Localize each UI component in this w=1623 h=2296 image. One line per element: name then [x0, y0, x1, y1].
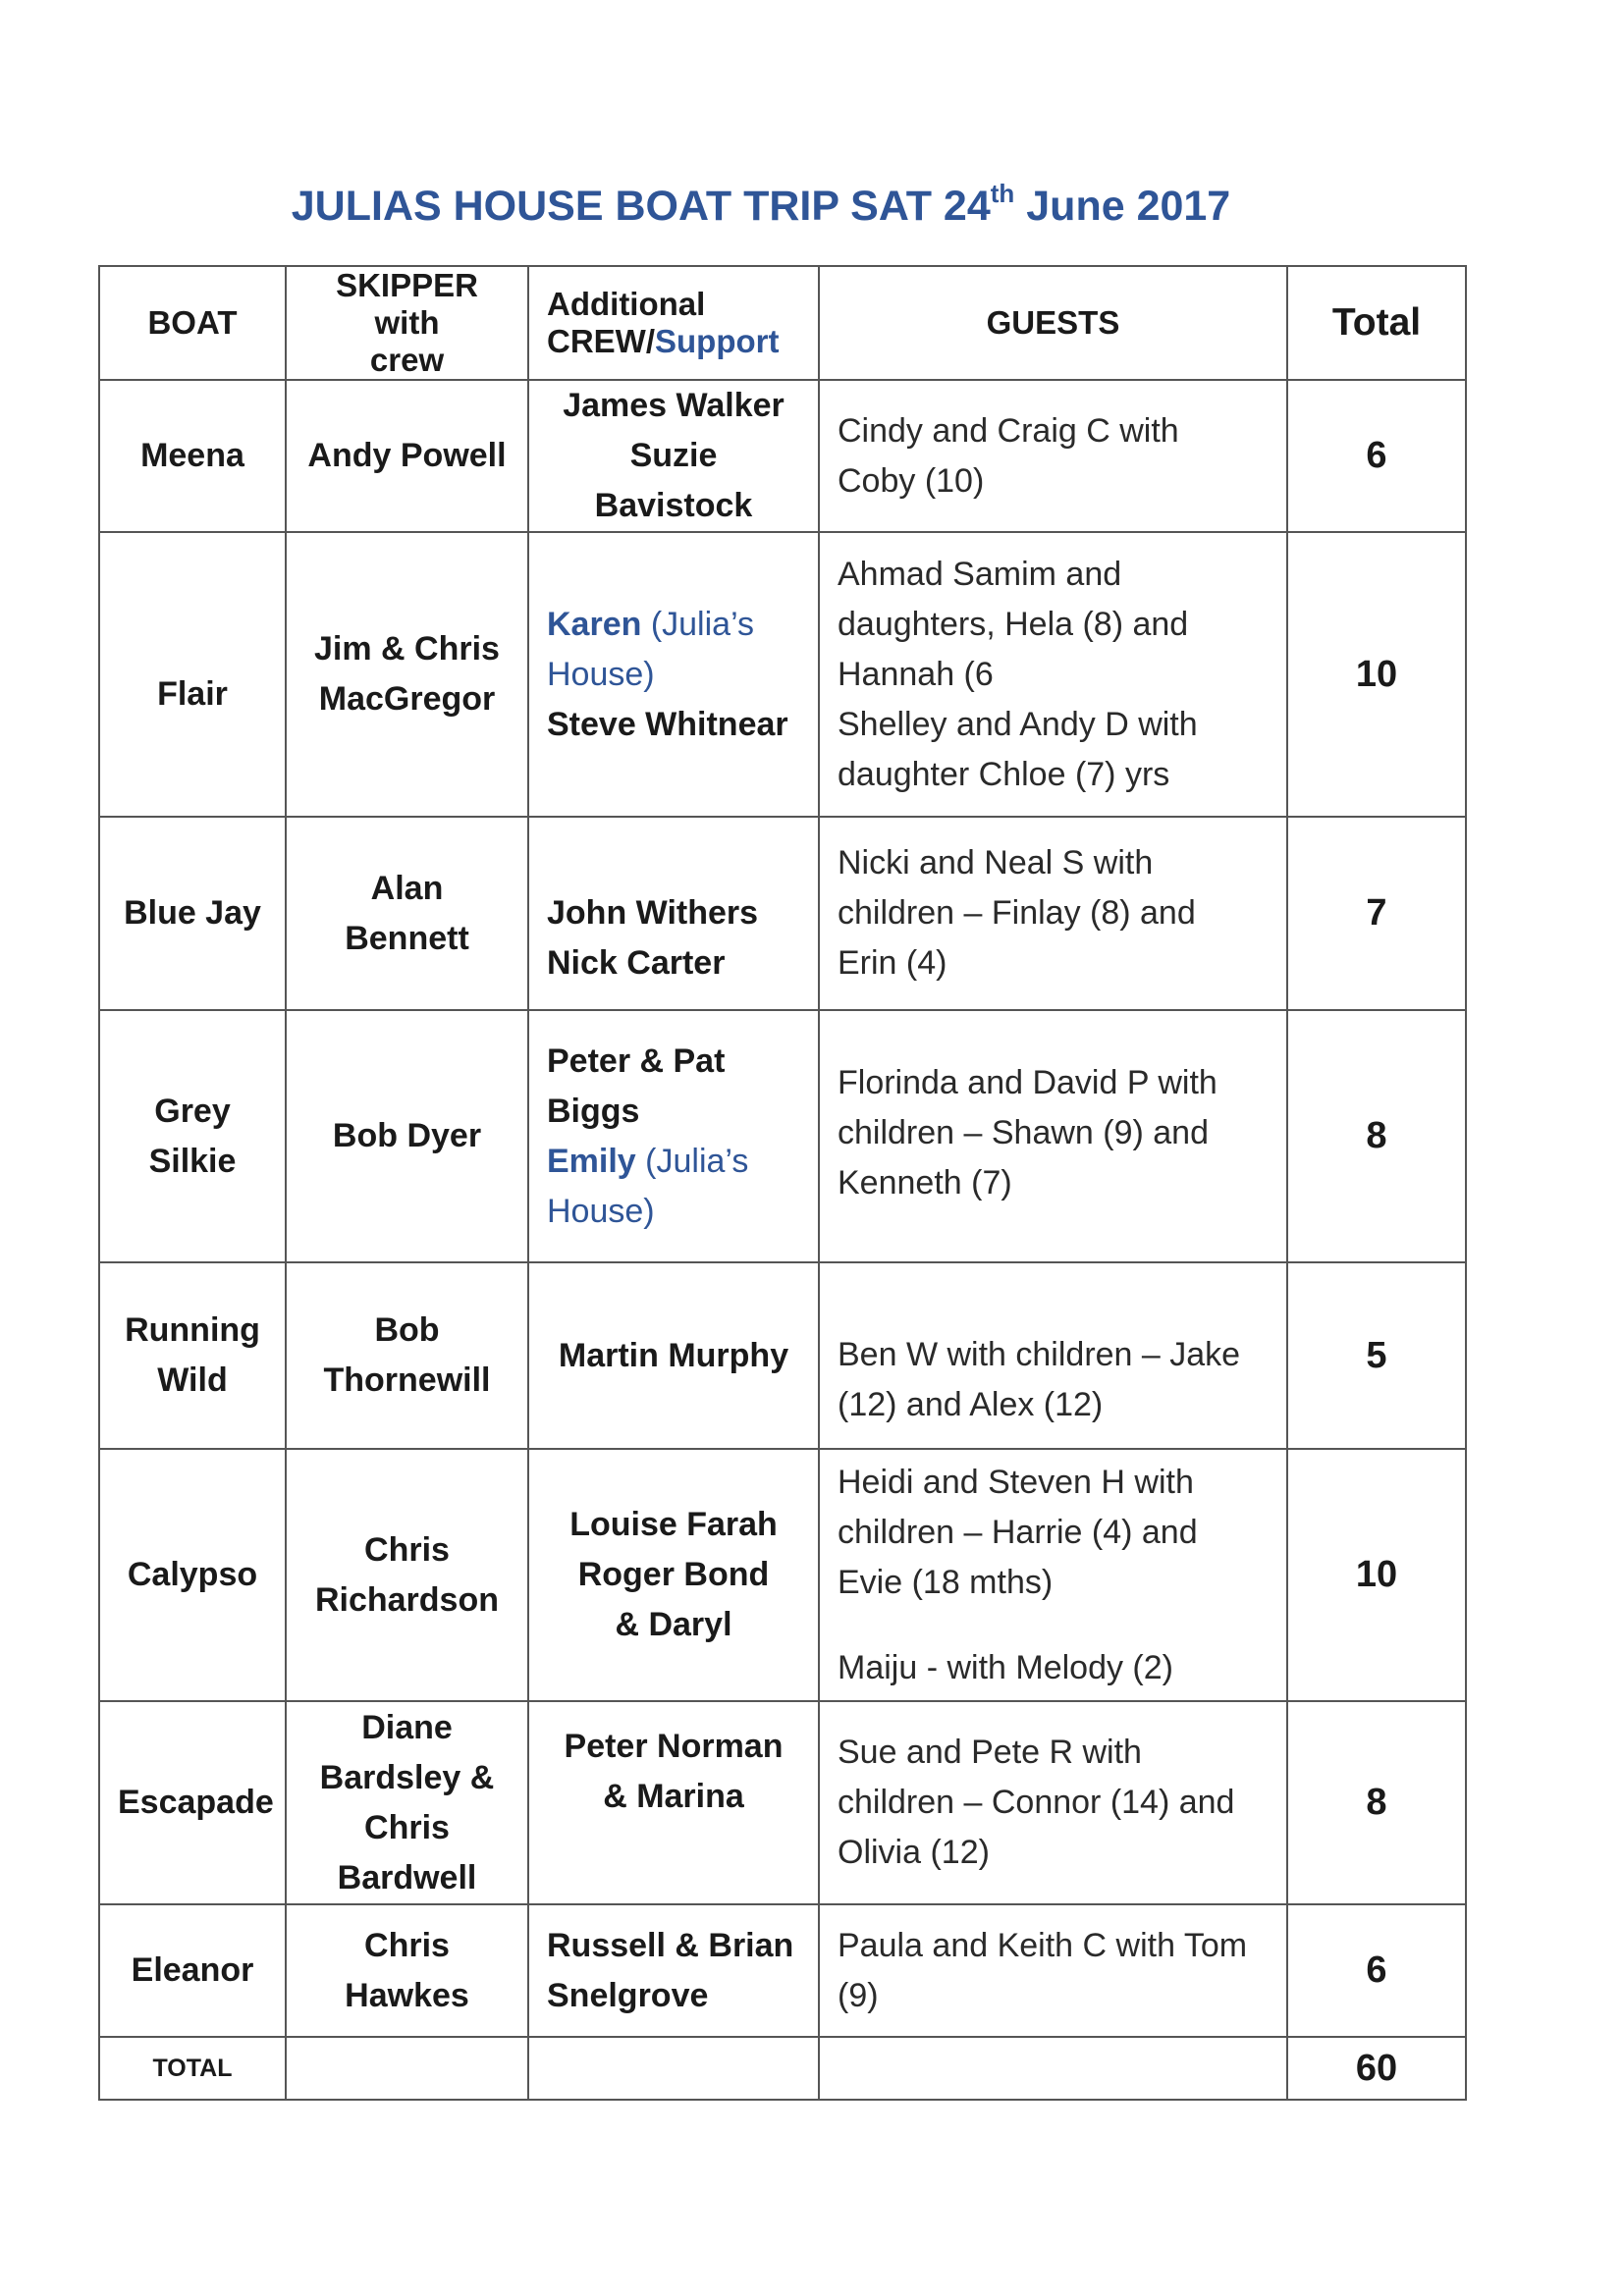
empty-cell — [528, 2037, 819, 2100]
boat-cell: Meena — [99, 380, 286, 532]
boat-cell: Running Wild — [99, 1262, 286, 1449]
total-cell: 8 — [1287, 1010, 1466, 1262]
totals-row — [99, 2037, 1466, 2100]
total-cell: 10 — [1287, 532, 1466, 817]
total-cell: 7 — [1287, 817, 1466, 1010]
skipper-cell: Bob Dyer — [286, 1010, 528, 1262]
header-total: Total — [1287, 266, 1466, 380]
boat-cell: Escapade — [99, 1701, 286, 1904]
crew-cell: James Walker Suzie Bavistock — [528, 380, 819, 532]
table-row — [99, 1262, 1466, 1449]
guests-cell: Heidi and Steven H with children – Harrie (4) and Evie (18 mths) Maiju - with Melody (2) — [819, 1449, 1287, 1701]
skipper-cell: Andy Powell — [286, 380, 528, 532]
total-cell: 5 — [1287, 1262, 1466, 1449]
header-skipper: SKIPPER with crew — [286, 266, 528, 380]
crew-cell: Peter Norman & Marina — [528, 1701, 819, 1904]
skipper-cell: Chris Hawkes — [286, 1904, 528, 2037]
header-guests: GUESTS — [819, 266, 1287, 380]
guests-cell: Sue and Pete R with children – Connor (14) and Olivia (12) — [819, 1701, 1287, 1904]
total-cell: 6 — [1287, 1904, 1466, 2037]
skipper-cell: Bob Thornewill — [286, 1262, 528, 1449]
skipper-cell: Alan Bennett — [286, 817, 528, 1010]
grand-total: 60 — [1287, 2037, 1466, 2100]
crew-cell: Louise Farah Roger Bond & Daryl — [528, 1449, 819, 1701]
header-row — [99, 266, 1466, 380]
empty-cell — [286, 2037, 528, 2100]
total-label: TOTAL — [99, 2037, 286, 2100]
guests-cell: Nicki and Neal S with children – Finlay (8) and Erin (4) — [819, 817, 1287, 1010]
guests-cell: Ben W with children – Jake (12) and Alex (12) — [819, 1262, 1287, 1449]
table-row — [99, 1010, 1466, 1262]
guests-cell: Cindy and Craig C with Coby (10) — [819, 380, 1287, 532]
skipper-cell: Chris Richardson — [286, 1449, 528, 1701]
total-cell: 6 — [1287, 380, 1466, 532]
crew-cell: Peter & Pat Biggs Emily (Julia’s House) — [528, 1010, 819, 1262]
total-cell: 10 — [1287, 1449, 1466, 1701]
page-title: JULIAS HOUSE BOAT TRIP SAT 24th June 2017 — [291, 179, 1231, 230]
skipper-cell: Jim & Chris MacGregor — [286, 532, 528, 817]
crew-cell: Karen (Julia’s House) Steve Whitnear — [528, 532, 819, 817]
empty-cell — [819, 2037, 1287, 2100]
crew-cell: Martin Murphy — [528, 1262, 819, 1449]
boat-cell: Eleanor — [99, 1904, 286, 2037]
table-row — [99, 817, 1466, 1010]
table-row — [99, 380, 1466, 532]
boat-cell: Grey Silkie — [99, 1010, 286, 1262]
guests-cell: Ahmad Samim and daughters, Hela (8) and Hannah (6 Shelley and Andy D with daughter Chloe (7) yrs — [819, 532, 1287, 817]
total-cell: 8 — [1287, 1701, 1466, 1904]
table-row — [99, 532, 1466, 817]
boat-roster-table — [98, 265, 1467, 2101]
header-additional-crew: Additional CREW/Support — [528, 266, 819, 380]
guests-cell: Florinda and David P with children – Shawn (9) and Kenneth (7) — [819, 1010, 1287, 1262]
table-row — [99, 1904, 1466, 2037]
guests-cell: Paula and Keith C with Tom (9) — [819, 1904, 1287, 2037]
skipper-cell: Diane Bardsley & Chris Bardwell — [286, 1701, 528, 1904]
crew-cell: Russell & Brian Snelgrove — [528, 1904, 819, 2037]
crew-cell: John Withers Nick Carter — [528, 817, 819, 1010]
boat-cell: Blue Jay — [99, 817, 286, 1010]
header-boat: BOAT — [99, 266, 286, 380]
boat-cell: Flair — [99, 532, 286, 817]
table-row — [99, 1701, 1466, 1904]
table-row — [99, 1449, 1466, 1701]
boat-cell: Calypso — [99, 1449, 286, 1701]
